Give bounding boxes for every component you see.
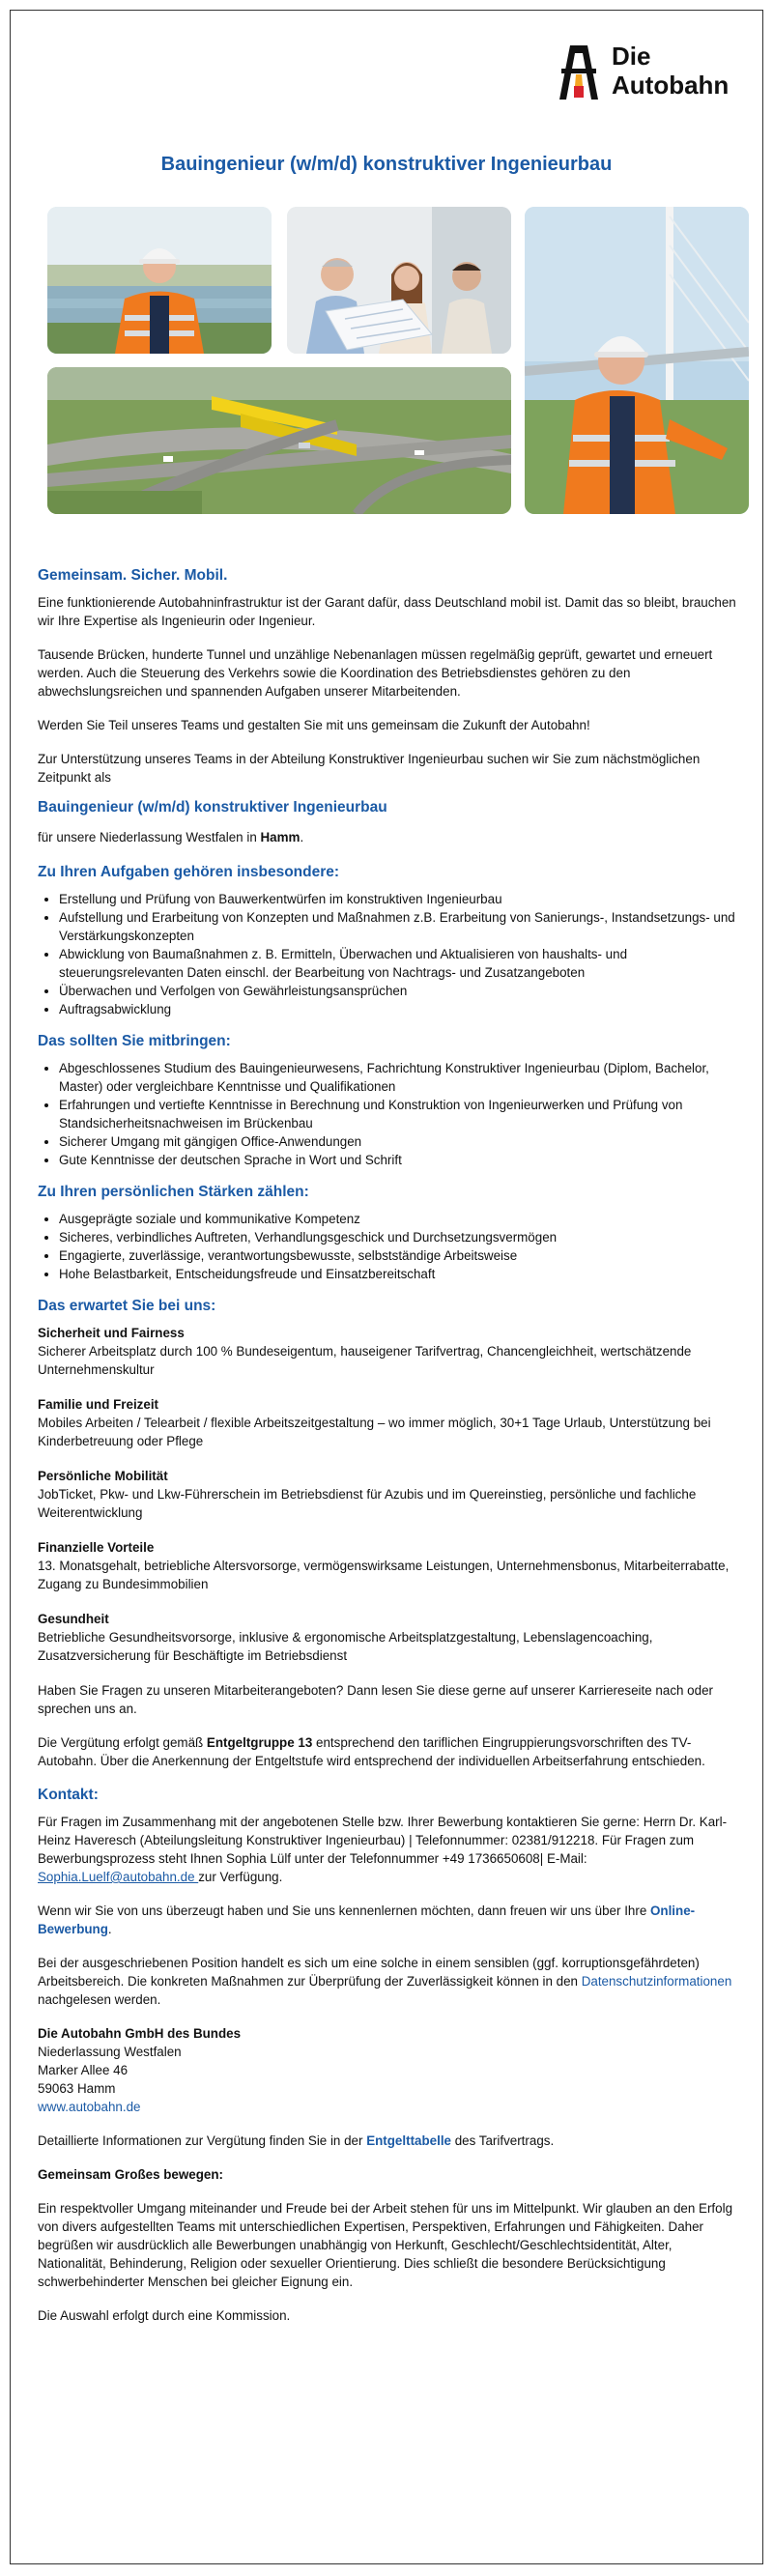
intro-paragraph: Eine funktionierende Autobahninfrastruktur ist der Garant dafür, dass Deutschland mobil ist. Damit das so bleibt, brauchen wir Ihre Expertise als Ingenieurin oder Ingenieur. bbox=[38, 595, 736, 628]
benefit-block bbox=[38, 1467, 738, 1522]
location-city: Hamm bbox=[260, 830, 301, 844]
diversity-paragraph: Ein respektvoller Umgang miteinander und Freude bei der Arbeit stehen für uns im Mittelpunkt. Wir glauben an den Erfolg von divers aufgestellten Teams mit unterschiedlichen Expertisen, Perspektiven, Erfahrungen und Fähigkeiten. Daher begrüßen wir ausdrücklich alle Bewerbungen unabhängig von Herkunft, Geschlecht/Geschlechtsidentität, Alter, Nationalität, Behinderung, Religion oder sexueller Orientierung. Dies schließt die besondere Berücksichtigung schwerbehinderter Menschen bei gleicher Eignung ein. bbox=[38, 2201, 733, 2289]
security-prefix: Bei der ausgeschriebenen Position handelt es sich um eine solche in einem sensiblen (ggf. korruptionsgefährdeten) Arbeitsbereich. Die konkreten Maßnahmen zur Überprüfung der Zuverlässigkeit können in den bbox=[38, 1956, 700, 1989]
location-prefix: für unsere Niederlassung Westfalen in bbox=[38, 830, 261, 844]
list-item: • Ausgeprägte soziale und kommunikative Kompetenz bbox=[59, 1210, 738, 1228]
benefit-block bbox=[38, 1324, 738, 1379]
list-item: • Sicherer Umgang mit gängigen Office-Anwendungen bbox=[59, 1132, 738, 1151]
benefit-block bbox=[38, 1395, 738, 1450]
autobahn-logo-icon bbox=[554, 42, 604, 101]
tasks-list bbox=[38, 890, 738, 1018]
list-item: • Aufstellung und Erarbeitung von Konzepten und Maßnahmen z.B. Erarbeitung von Sanierungs-, Instandsetzungs- und Verstärkungskonzepten bbox=[59, 908, 738, 945]
list-item: • Engagierte, zuverlässige, verantwortungsbewusste, selbstständige Arbeitsweise bbox=[59, 1246, 738, 1265]
security-paragraph bbox=[38, 1954, 738, 2009]
benefit-block bbox=[38, 1538, 738, 1593]
benefit-title: Gesundheit bbox=[38, 1612, 109, 1626]
tasks-heading: Zu Ihren Aufgaben gehören insbesondere: bbox=[38, 864, 340, 880]
benefit-text: Betriebliche Gesundheitsvorsorge, inklusive & ergonomische Arbeitsplatzgestaltung, Lebenslagencoaching, Zusatzversicherung für Beschäftigte im Betriebsdienst bbox=[38, 1630, 653, 1663]
intro-heading: Gemeinsam. Sicher. Mobil. bbox=[38, 567, 228, 584]
benefit-text: Mobiles Arbeiten / Telearbeit / flexible Arbeitszeitgestaltung – wo immer möglich, 30+1 Tage Urlaub, Unterstützung bei Kinderbetreuung oder Pflege bbox=[38, 1416, 711, 1448]
benefit-title: Familie und Freizeit bbox=[38, 1397, 159, 1412]
salary-table-link[interactable]: Entgelttabelle bbox=[366, 2133, 451, 2148]
list-item: • Sicheres, verbindliches Auftreten, Verhandlungsgeschick und Durchsetzungsvermögen bbox=[59, 1228, 738, 1246]
list-item: • Hohe Belastbarkeit, Entscheidungsfreude und Einsatzbereitschaft bbox=[59, 1265, 738, 1283]
requirements-heading: Das sollten Sie mitbringen: bbox=[38, 1033, 231, 1049]
privacy-info-link[interactable]: Datenschutzinformationen bbox=[581, 1974, 732, 1989]
company-branch: Niederlassung Westfalen bbox=[38, 2045, 182, 2059]
position-heading: Bauingenieur (w/m/d) konstruktiver Ingenieurbau bbox=[38, 799, 387, 816]
logo-word-autobahn: Autobahn bbox=[612, 71, 730, 100]
contact-paragraph bbox=[38, 1813, 738, 1886]
list-item: • Erstellung und Prüfung von Bauwerkentwürfen im konstruktiven Ingenieurbau bbox=[59, 890, 738, 908]
list-item: • Überwachen und Verfolgen von Gewährleistungsansprüchen bbox=[59, 982, 738, 1000]
benefit-text: 13. Monatsgehalt, betriebliche Altersvorsorge, vermögenswirksame Leistungen, Unternehmensbonus, Mitarbeiterrabatte, Zugang zu Bundesimmobilien bbox=[38, 1559, 730, 1591]
page-title: Bauingenieur (w/m/d) konstruktiver Ingenieurbau bbox=[160, 154, 613, 175]
apply-paragraph bbox=[38, 1902, 738, 1938]
job-posting-card bbox=[10, 10, 763, 2564]
website-link[interactable]: www.autobahn.de bbox=[38, 2100, 141, 2114]
benefits-questions: Haben Sie Fragen zu unseren Mitarbeiterangeboten? Dann lesen Sie diese gerne auf unserer Karriereseite nach oder sprechen uns an. bbox=[38, 1683, 713, 1716]
benefit-title: Sicherheit und Fairness bbox=[38, 1326, 185, 1340]
list-item: • Abwicklung von Baumaßnahmen z. B. Ermitteln, Überwachen und Aktualisieren von haushalts- und steuerungsrelevanten Daten einschl. der Bearbeitung von Nachtrags- und Zusatzangeboten bbox=[59, 945, 738, 982]
apply-prefix: Wenn wir Sie von uns überzeugt haben und Sie uns kennenlernen möchten, dann freuen wir uns über Ihre bbox=[38, 1903, 650, 1918]
company-city: 59063 Hamm bbox=[38, 2081, 116, 2096]
location-suffix: . bbox=[300, 830, 304, 844]
logo-word-die: Die bbox=[612, 42, 651, 71]
intro-paragraph: Zur Unterstützung unseres Teams in der Abteilung Konstruktiver Ingenieurbau suchen wir Sie zum nächstmöglichen Zeitpunkt als bbox=[38, 752, 701, 785]
contact-heading: Kontakt: bbox=[38, 1787, 99, 1803]
pay-group: Entgeltgruppe 13 bbox=[206, 1735, 313, 1750]
list-item: • Gute Kenntnisse der deutschen Sprache in Wort und Schrift bbox=[59, 1151, 738, 1169]
security-suffix: nachgelesen werden. bbox=[38, 1992, 161, 2007]
diversity-heading-text: Gemeinsam Großes bewegen: bbox=[38, 2167, 223, 2182]
online-application-link[interactable]: Online-Bewerbung bbox=[38, 1903, 696, 1936]
photo-worker-bridge bbox=[525, 207, 749, 514]
apply-suffix: . bbox=[107, 1922, 112, 1936]
selection-note: Die Auswahl erfolgt durch eine Kommission. bbox=[38, 2308, 291, 2323]
intro-paragraph: Tausende Brücken, hunderte Tunnel und unzählige Nebenanlagen müssen regelmäßig geprüft, gewartet und erneuert werden. Auch die Steuerung des Verkehrs sowie die Koordination des Betriebsdienstes gehören zu den abwechslungsreichen und spannenden Aufgaben unserer Mitarbeitenden. bbox=[38, 647, 713, 699]
benefits-heading: Das erwartet Sie bei uns: bbox=[38, 1298, 216, 1314]
salary-prefix: Detaillierte Informationen zur Vergütung finden Sie in der bbox=[38, 2133, 367, 2148]
posting-body bbox=[38, 566, 738, 2340]
pay-suffix: entsprechend den tariflichen Eingruppierungsvorschriften des TV-Autobahn. Über die Anerkennung der Entgeltstufe wird entsprechend der individuellen Arbeitserfahrung entschieden. bbox=[38, 1735, 705, 1768]
salary-info bbox=[38, 2132, 738, 2150]
pay-paragraph bbox=[38, 1733, 738, 1770]
pay-prefix: Die Vergütung erfolgt gemäß bbox=[38, 1735, 207, 1750]
diversity-heading bbox=[38, 2165, 738, 2184]
position-location bbox=[38, 828, 738, 846]
benefit-title: Finanzielle Vorteile bbox=[38, 1540, 155, 1555]
company-street: Marker Allee 46 bbox=[38, 2063, 129, 2077]
autobahn-logo[interactable] bbox=[554, 40, 747, 107]
benefit-text: Sicherer Arbeitsplatz durch 100 % Bundeseigentum, hauseigener Tarifvertrag, Chancengleichheit, wertschätzende Unternehmenskultur bbox=[38, 1344, 692, 1377]
list-item: • Erfahrungen und vertiefte Kenntnisse in Berechnung und Konstruktion von Ingenieurwerken und Prüfung von Standsicherheitsnachweisen im Brückenbau bbox=[59, 1096, 738, 1132]
company-address bbox=[38, 2024, 738, 2116]
photo-highway-aerial bbox=[47, 367, 511, 514]
company-name: Die Autobahn GmbH des Bundes bbox=[38, 2026, 242, 2041]
strengths-list bbox=[38, 1210, 738, 1283]
contact-email-link[interactable]: Sophia.Luelf@autobahn.de bbox=[38, 1870, 199, 1884]
contact-text: Für Fragen im Zusammenhang mit der angebotenen Stelle bzw. Ihrer Bewerbung kontaktieren Sie gerne: Herrn Dr. Karl-Heinz Haveresch (Abteilungsleitung Konstruktiver Ingenieurbau) | Telefonnummer: 02381/912218. Für Fragen zum Bewerbungsprozess steht Ihnen Sophia Lülf unter der Telefonnummer +49 1736650608| E-Mail: bbox=[38, 1815, 728, 1866]
benefit-title: Persönliche Mobilität bbox=[38, 1469, 168, 1483]
requirements-list bbox=[38, 1059, 738, 1169]
benefit-block bbox=[38, 1610, 738, 1665]
strengths-heading: Zu Ihren persönlichen Stärken zählen: bbox=[38, 1184, 309, 1200]
intro-paragraph: Werden Sie Teil unseres Teams und gestalten Sie mit uns gemeinsam die Zukunft der Autobahn! bbox=[38, 718, 590, 732]
benefit-text: JobTicket, Pkw- und Lkw-Führerschein im Betriebsdienst für Azubis und im Quereinstieg, persönliche und fachliche Weiterentwicklung bbox=[38, 1487, 697, 1520]
list-item: • Abgeschlossenes Studium des Bauingenieurwesens, Fachrichtung Konstruktiver Ingenieurbau (Diplom, Bachelor, Master) oder vergleichbare Kenntnisse und Qualifikationen bbox=[59, 1059, 738, 1096]
photo-worker-riverside bbox=[47, 207, 272, 354]
contact-text-end: zur Verfügung. bbox=[198, 1870, 283, 1884]
photo-team-with-plans bbox=[287, 207, 511, 354]
list-item: • Auftragsabwicklung bbox=[59, 1000, 738, 1018]
salary-suffix: des Tarifvertrags. bbox=[451, 2133, 555, 2148]
